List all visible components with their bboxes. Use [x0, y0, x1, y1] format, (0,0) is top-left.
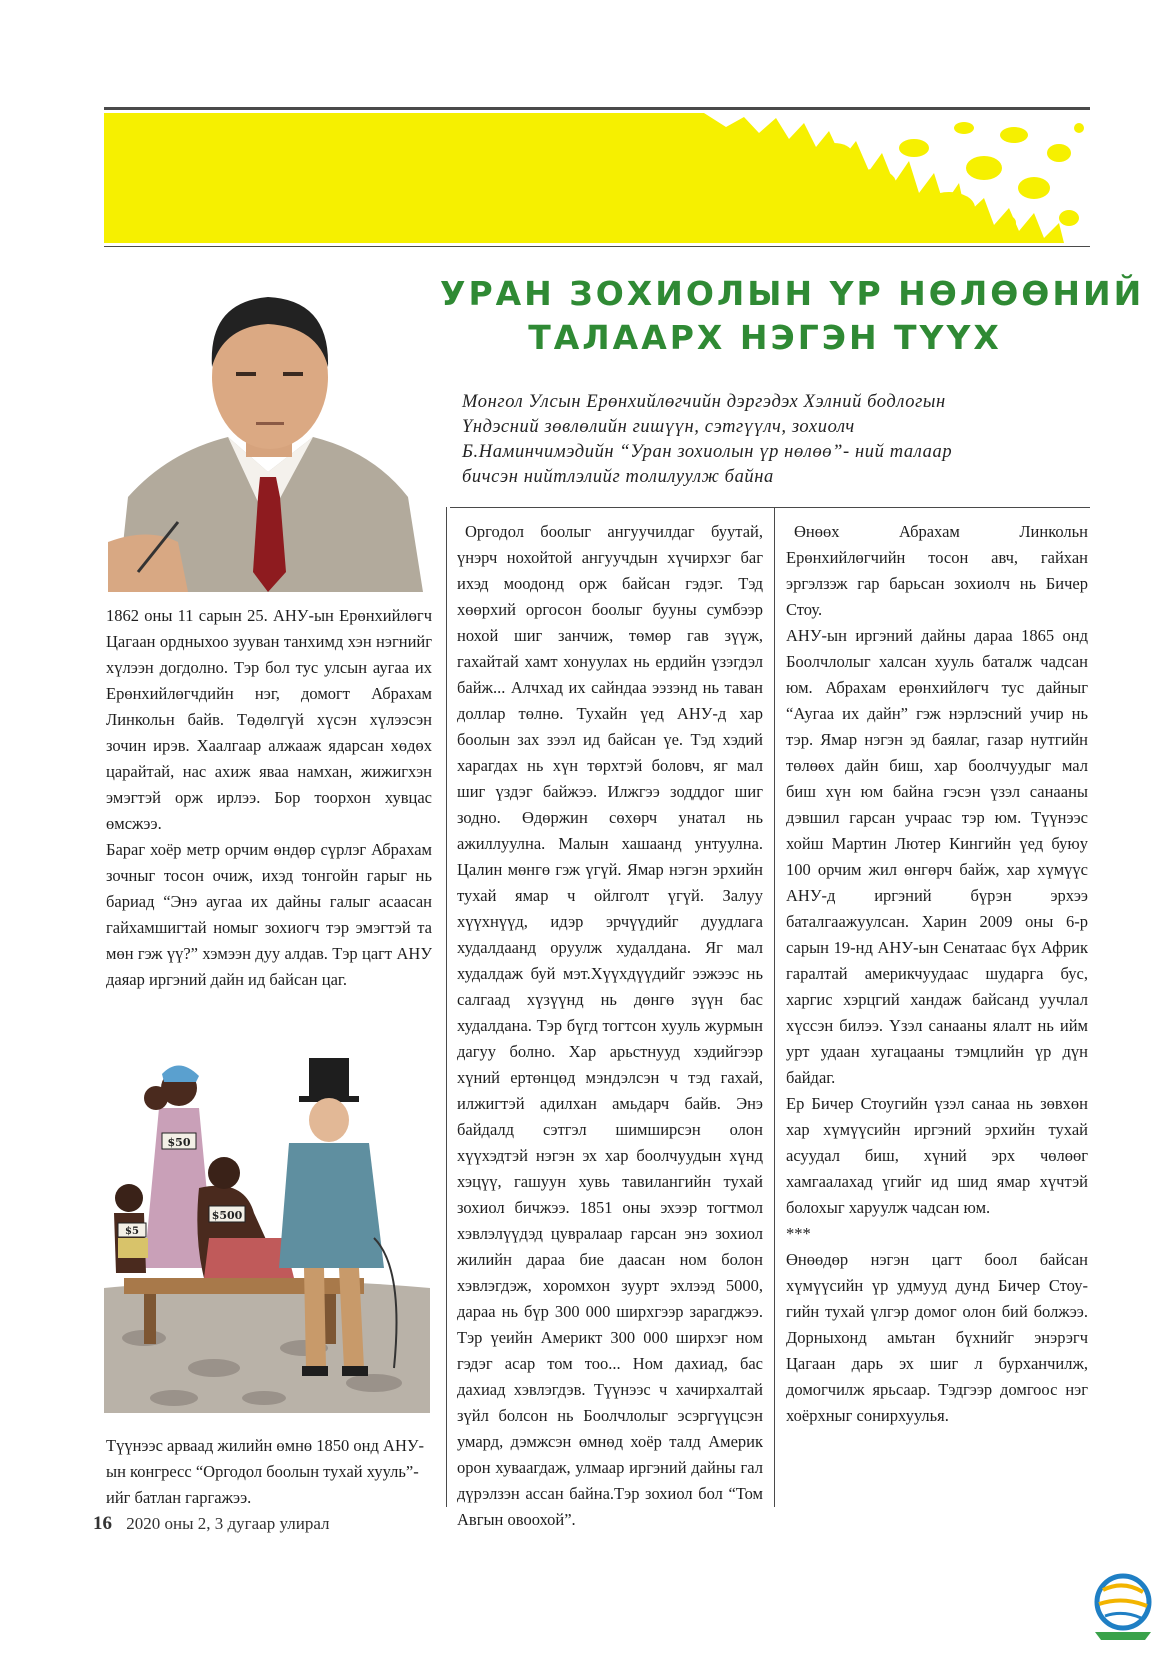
lead-line-3: Б.Наминчимэдийн “Уран зохиолын үр нөлөө”- ний талаар	[462, 442, 953, 462]
article-lead	[462, 390, 1082, 490]
banner-splatter-graphic	[104, 113, 1090, 243]
illustration-graphic	[104, 1038, 430, 1413]
column-divider-1	[446, 507, 447, 1507]
column-2-text	[457, 519, 763, 1533]
article-headline	[440, 272, 1145, 360]
page-number: 16	[93, 1513, 112, 1534]
lead-bottom-rule	[450, 507, 1090, 508]
column-divider-2	[774, 507, 775, 1507]
headline-line-2: ТАЛААРХ НЭГЭН ТҮҮХ	[528, 318, 1002, 357]
lead-line-4: бичсэн нийтлэлийг толилуулж байна	[462, 467, 774, 487]
lead-line-1: Монгол Улсын Ерөнхийлөгчийн дэргэдэх Хэлний бодлогын	[462, 392, 946, 412]
column-3-paragraph-1: Өнөөх Абрахам Линкольн Ерөнхийлөгчийн тосон авч, гайхан эргэлзэж гар барьсан зохиолч нь Бичер Стоу.	[786, 522, 1088, 619]
top-rule	[104, 107, 1090, 110]
illustration-caption: Түүнээс арваад жилийн өмнө 1850 онд АНУ-ын конгресс “Оргодол боолын тухай хууль”-ийг батлан гаргажээ.	[106, 1436, 425, 1507]
column-3-paragraph-3: Ер Бичер Стоугийн үзэл санаа нь зөвхөн хар хүмүүсийн иргэний эрхийн тухай асуудал биш, хүний эрх чөлөөг хамгаалахад үгийг ид шид ямар хүчтэй болохыг харуулж чадсан юм.	[786, 1094, 1088, 1217]
logo-graphic	[1085, 1570, 1161, 1646]
column-1-paragraph-2: Бараг хоёр метр орчим өндөр сүрлэг Абрахам зочныг тосон очиж, ихэд тонгойн гарыг нь бариад “Энэ аугаа их дайны галыг асаасан гайхамшигтай номыг зохиогч тэр эмэгтэй та мөн гэж үү?” хэмээн дуу алдав. Тэр цагт АНУ даяар иргэний дайн ид байсан цаг.	[106, 840, 432, 989]
page-footer	[93, 1513, 330, 1535]
price-tag-50: $50	[167, 1136, 191, 1149]
slave-auction-illustration	[104, 1038, 430, 1413]
author-portrait	[108, 272, 428, 592]
section-break-stars: ***	[786, 1224, 811, 1243]
portrait-graphic	[108, 272, 428, 592]
banner-bottom-rule	[104, 246, 1090, 247]
price-tag-5: $5	[125, 1226, 139, 1237]
headline-line-1: УРАН ЗОХИОЛЫН ҮР НӨЛӨӨНИЙ	[440, 274, 1145, 313]
column-3-paragraph-4: Өнөөдөр нэгэн цагт боол байсан хүмүүсийн үр удмууд дунд Бичер Стоу-гийн тухай үлгэр домог олон бий болжээ. Дорныхонд амьтан бүхнийг энэрэгч Цагаан дарь эх шиг л бурханчилж, домогчилж ярьсаар. Тэдгээр домгоос нэг хоёрхныг сонирхуулья.	[786, 1250, 1088, 1425]
column-3-text	[786, 519, 1088, 1429]
column-3-paragraph-2: АНУ-ын иргэний дайны дараа 1865 онд Боолчлолыг халсан хууль баталж чадсан юм. Абрахам ерөнхийлөгч тус дайныг “Аугаа их дайн” гэж нэрлэсний учир нь тэр. Ямар нэгэн эд баялаг, газар нутгийн төлөөх дайн биш, хар боолчуудыг мал биш хүн юм байна гэсэн үзэл санааны дэвшил гарсан учраас тэр юм. Түүнээс хойш Мартин Лютер Кингийн үед буюу 100 орчим жил өнгөрч байж, хар хүмүүс АНУ-д иргэний бүрэн эрхээ баталгаажуулсан. Харин 2009 оны 6-р сарын 19-нд АНУ-ын Сенатаас бүх Африк гаралтай америкчуудаас шударга бус, харгис хэрцгий хандаж байсанд уучлал хүссэн билээ. Үзэл санааны ялалт нь ийм урт удаан хугацааны тэмцлийн үр дүн байдаг.	[786, 626, 1088, 1087]
column-2-paragraph: Оргодол боолыг ангуучилдаг буутай, үнэрч нохойтой ангуучдын хүчирхэг баг ихэд моодонд орж байсан гэдэг. Тэд хөөрхий оргосон боолыг бууны сумбээр нохой шиг занчиж, төмөр гав зүүж, гахайтай хамт хонуулах нь ердийн үзэгдэл байж... Алчхад их сайндаа ээзэнд нь таван доллар төлнө. Тухайн үед АНУ-д хар боолын зах зээл ид байсан үе. Тэд хэдий харагдах нь хүн төрхтэй боловч, яг мал шиг үздэг байжээ. Илжгээ зодддог шиг зодно. Өдөржин сөхөрч унатал нь ажиллуулна. Малын хашаанд унтуулна. Цалин мөнгө гэж үгүй. Ямар нэгэн эрхийн тухай ямар ч ойлголт үгүй. Залуу хүүхнүүд, идэр эрчүүдийг дуудлага худалдаанд оруулж худалдана. Яг мал худалдаж буй мэт.Хүүхдүүдийг ээжээс нь салгаад хүзүүнд нь дөнгө зүүн бас худалдана. Тэр бүгд тогтсон хууль журмын дагуу болно. Хар арьстнууд хэдийгээр хүний ертөнцөд мэндэлсэн ч тэд гахай, илжигтэй адилхан амьдарч байв. Энэ байдалд сэтгэл шимширсэн олон хүүхэдтэй нэгэн эх хар боолчуудын хүнд хэцүү, гашуун хувь тавилангийн тухай зохиол бичжээ. 1851 оны эхээр тогтмол хэвлэлүүдэд цувралаар гарсан энэ зохиол жилийн дараа бие даасан ном болон хэвлэгдэж, хоромхон зуурт эхлээд 5000, дараа нь бүр 300 000 ширхгээр зарагджээ. Тэр үеийн Америкт 300 000 ширхэг ном гэдэг асар том тоо... Ном дахиад, бас дахиад хэвлэгдэв. Түүнээс ч хачирхалтай зүйл болсон нь Боолчлолыг эсэргүүцсэн умард, дэмжсэн өмнөд хоёр талд Америк орон хуваагдаж, улмаар иргэний дайны гал дүрэлзэн ассан байна.Тэр зохиол бол “Том Авгын овоохой”.	[457, 522, 763, 1529]
publication-logo	[1085, 1570, 1161, 1646]
column-1-paragraph-1: 1862 оны 11 сарын 25. АНУ-ын Ерөнхийлөгч Цагаан ордныхоо зууван танхимд хэн нэгнийг хүлээн догдолно. Тэр бол тус улсын аугаа их Ерөнхийлөгчдийн нэг, домогт Абрахам Линкольн байв. Төдөлгүй хүсэн хүлээсэн зочин ирэв. Хаалгаар алжааж ядарсан хөдөх царайтай, нас ахиж яваа намхан, жижигхэн эмэгтэй орж ирлээ. Бор тоорхон хувцас өмсжээ.	[106, 606, 432, 833]
column-1-text	[106, 603, 432, 993]
issue-label: 2020 оны 2, 3 дугаар улирал	[126, 1514, 330, 1533]
yellow-banner	[104, 113, 1090, 243]
lead-line-2: Үндэсний зөвлөлийн гишүүн, сэтгүүлч, зохиолч	[462, 417, 855, 437]
price-tag-500: $500	[211, 1209, 243, 1222]
